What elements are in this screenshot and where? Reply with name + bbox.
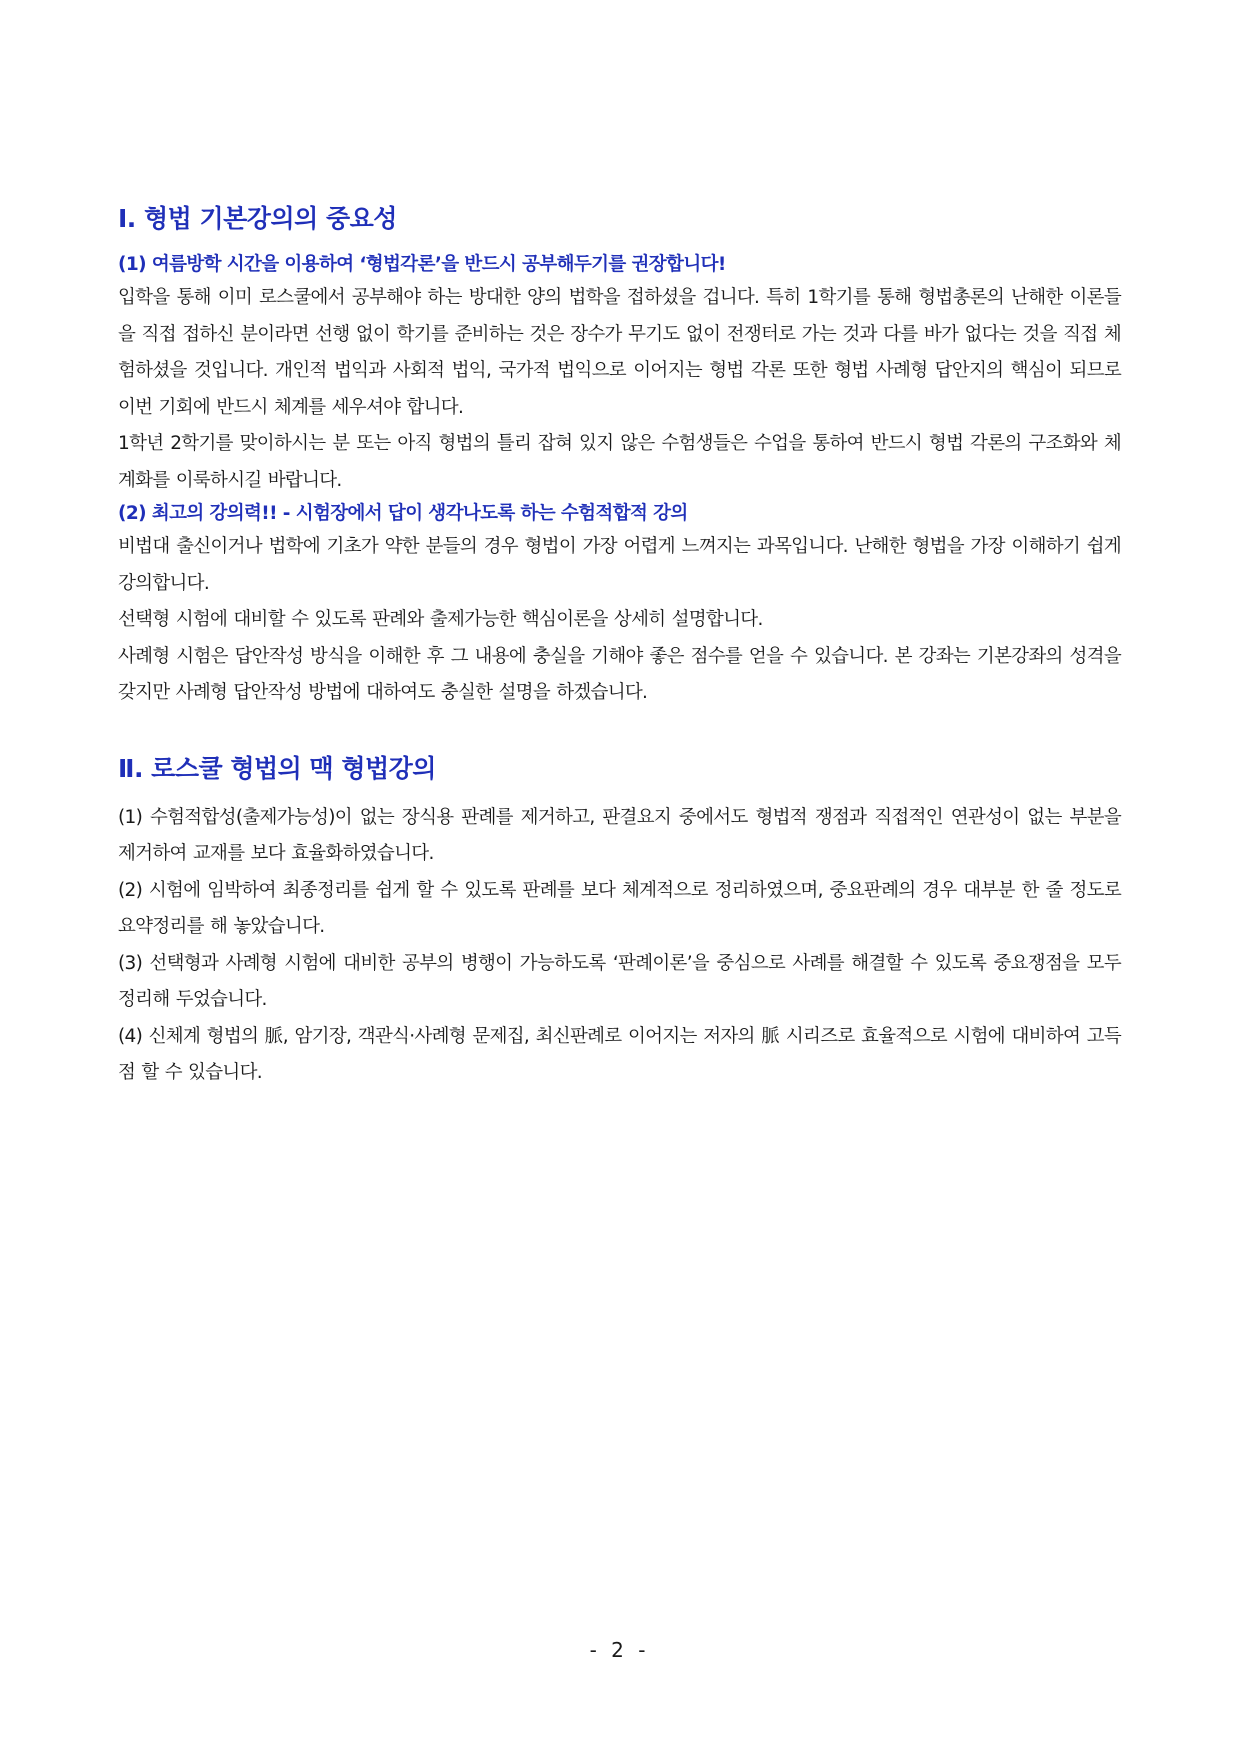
list-item: (3) 선택형과 사례형 시험에 대비한 공부의 병행이 가능하도록 ‘판례이론’을 중심으로 사례를 해결할 수 있도록 중요쟁점을 모두 정리해 두었습니다. xyxy=(118,952,1121,1010)
page-number: - 2 - xyxy=(589,1638,650,1662)
section-2-title: Ⅱ. 로스쿨 형법의 맥 형법강의 xyxy=(118,753,436,783)
body-paragraph: 1학년 2학기를 맞이하시는 분 또는 아직 형법의 틀리 잡혀 있지 않은 수험생들은 수업을 통하여 반드시 형법 각론의 구조화와 체계화를 이룩하시길 바랍니다. xyxy=(118,433,1121,491)
body-paragraph: 입학을 통해 이미 로스쿨에서 공부해야 하는 방대한 양의 법학을 접하셨을 겁니다. 특히 1학기를 통해 형법총론의 난해한 이론들을 직접 접하신 분이라면 선행 없이 학기를 준비하는 것은 장수가 무기도 없이 전쟁터로 가는 것과 다를 바가 없다는 것을 직접 체험하셨을 것입니다. 개인적 법익과 사회적 법익, 국가적 법익으로 이어지는 형법 각론 또한 형법 사례형 답안지의 핵심이 되므로 이번 기회에 반드시 체계를 세우셔야 합니다. xyxy=(118,287,1121,418)
section-1-title: Ⅰ. 형법 기본강의의 중요성 xyxy=(118,204,397,233)
list-item: (2) 시험에 임박하여 최종정리를 쉽게 할 수 있도록 판례를 보다 체계적으로 정리하였으며, 중요판례의 경우 대부분 한 줄 정도로 요약정리를 해 놓았습니다. xyxy=(118,879,1121,937)
section-1-subheading-2: (2) 최고의 강의력!! - 시험장에서 답이 생각나도록 하는 수험적합적 강의 xyxy=(118,503,688,524)
section-1-subheading-1: (1) 여름방학 시간을 이용하여 ‘형법각론’을 반드시 공부해두기를 권장합니다! xyxy=(118,254,726,275)
body-paragraph: 선택형 시험에 대비할 수 있도록 판례와 출제가능한 핵심이론을 상세히 설명합니다. xyxy=(118,609,763,630)
list-item: (4) 신체계 형법의 脈, 암기장, 객관식·사례형 문제집, 최신판례로 이어지는 저자의 脈 시리즈로 효율적으로 시험에 대비하여 고득점 할 수 있습니다. xyxy=(118,1025,1121,1083)
list-item: (1) 수험적합성(출제가능성)이 없는 장식용 판례를 제거하고, 판결요지 중에서도 형법적 쟁점과 직접적인 연관성이 없는 부분을 제거하여 교재를 보다 효율화하였습니다. xyxy=(118,806,1121,864)
body-paragraph: 사례형 시험은 답안작성 방식을 이해한 후 그 내용에 충실을 기해야 좋은 점수를 얻을 수 있습니다. 본 강좌는 기본강좌의 성격을 갖지만 사례형 답안작성 방법에 대하여도 충실한 설명을 하겠습니다. xyxy=(118,645,1121,703)
page-content xyxy=(118,202,1121,1092)
body-paragraph: 비법대 출신이거나 법학에 기초가 약한 분들의 경우 형법이 가장 어렵게 느껴지는 과목입니다. 난해한 형법을 가장 이해하기 쉽게 강의합니다. xyxy=(118,536,1121,594)
